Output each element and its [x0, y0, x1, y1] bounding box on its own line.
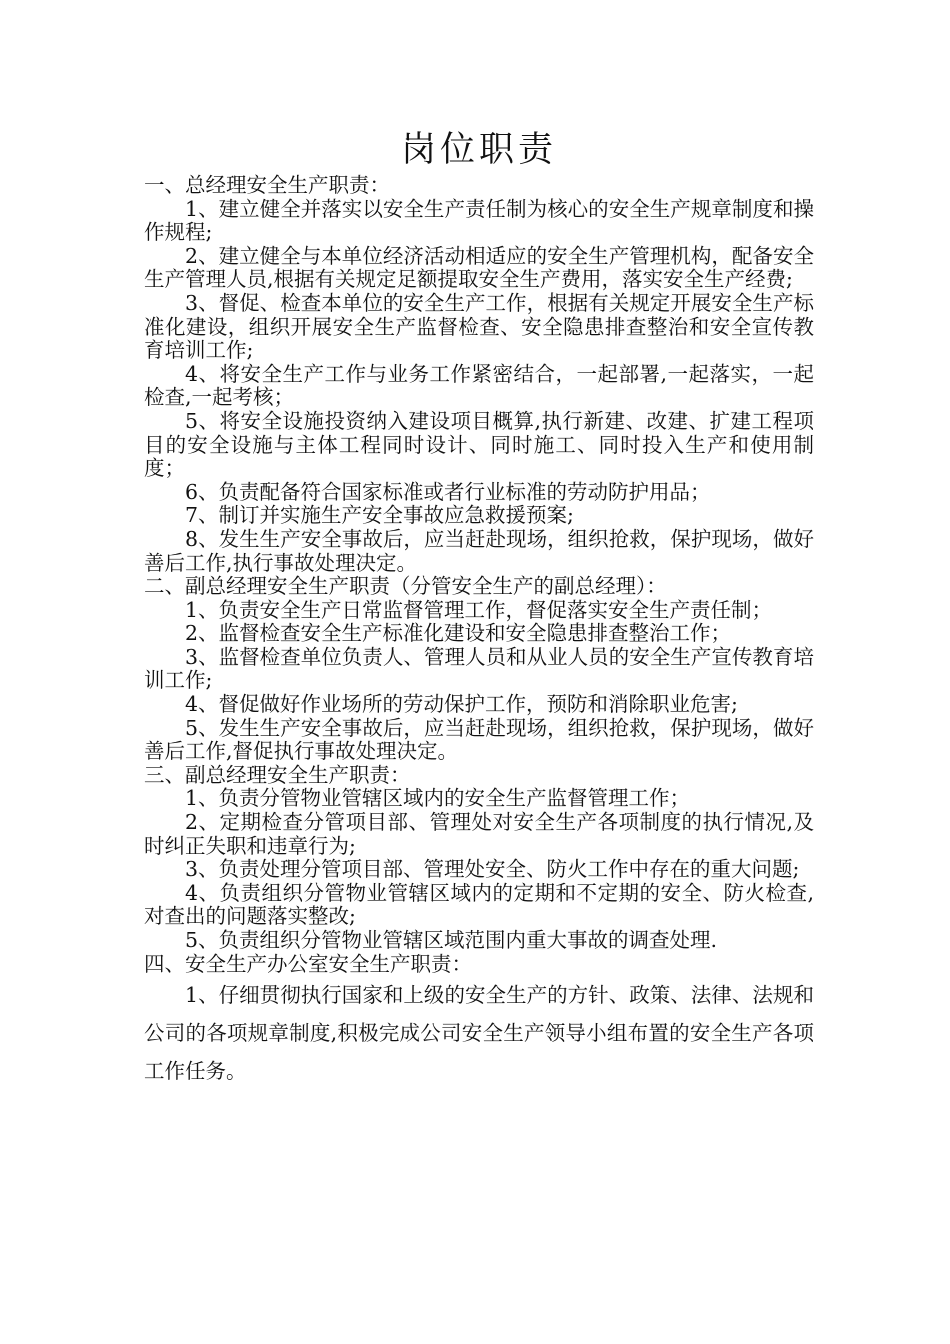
- section-1-item-5: 5、将安全设施投资纳入建设项目概算,执行新建、改建、扩建工程项目的安全设施与主体工程同时设计、同时施工、同时投入生产和使用制度；: [144, 408, 814, 481]
- section-2-item-3: 3、监督检查单位负责人、管理人员和从业人员的安全生产宣传教育培训工作;: [144, 644, 814, 693]
- section-2-item-2: 2、监督检查安全生产标准化建设和安全隐患排查整治工作；: [185, 621, 732, 646]
- section-1-item-4: 4、将安全生产工作与业务工作紧密结合，一起部署,一起落实，一起检查,一起考核；: [144, 361, 814, 410]
- section-heading-4: 四、安全生产办公室安全生产职责：: [144, 951, 472, 976]
- document-body: [144, 174, 814, 1090]
- section-3-item-3: 3、负责处理分管项目部、管理处安全、防火工作中存在的重大问题;: [185, 857, 800, 882]
- section-1-item-6: 6、负责配备符合国家标准或者行业标准的劳动防护用品；: [185, 479, 711, 504]
- section-1-item-3: 3、督促、检查本单位的安全生产工作，根据有关规定开展安全生产标准化建设，组织开展安全生产监督检查、安全隐患排查整治和安全宣传教育培训工作;: [144, 290, 814, 363]
- section-1-item-1: 1、建立健全并落实以安全生产责任制为核心的安全生产规章制度和操作规程;: [144, 196, 814, 245]
- section-3-item-5: 5、负责组织分管物业管辖区域范围内重大事故的调查处理.: [185, 928, 718, 952]
- section-heading-3: 三、副总经理安全生产职责：: [144, 762, 411, 787]
- section-1-item-7: 7、制订并实施生产安全事故应急救援预案;: [185, 503, 574, 528]
- section-4-item-1: 1、仔细贯彻执行国家和上级的安全生产的方针、政策、法律、法规和公司的各项规章制度,积极完成公司安全生产领导小组布置的安全生产各项工作任务。: [144, 983, 814, 1084]
- section-3-item-2: 2、定期检查分管项目部、管理处对安全生产各项制度的执行情况,及时纠正失职和违章行为;: [144, 810, 814, 858]
- section-2-item-4: 4、督促做好作业场所的劳动保护工作，预防和消除职业危害;: [185, 692, 738, 717]
- section-2-item-5: 5、发生生产安全事故后，应当赶赴现场，组织抢救，保护现场，做好善后工作,督促执行事故处理决定。: [144, 715, 814, 764]
- section-3-item-4: 4、负责组织分管物业管辖区域内的定期和不定期的安全、防火检查,对查出的问题落实整改;: [144, 880, 814, 929]
- document-title: 岗位职责: [400, 130, 557, 170]
- section-3-item-1: 1、负责分管物业管辖区域内的安全生产监督管理工作；: [185, 786, 691, 811]
- section-heading-1: 一、总经理安全生产职责：: [144, 173, 390, 197]
- section-1-item-8: 8、发生生产安全事故后，应当赶赴现场，组织抢救，保护现场，做好善后工作,执行事故处理决定。: [144, 526, 814, 575]
- section-heading-2: 二、副总经理安全生产职责（分管安全生产的副总经理）：: [144, 574, 667, 599]
- section-2-item-1: 1、负责安全生产日常监督管理工作，督促落实安全生产责任制；: [185, 597, 773, 622]
- section-1-item-2: 2、建立健全与本单位经济活动相适应的安全生产管理机构，配备安全生产管理人员,根据有关规定足额提取安全生产费用，落实安全生产经费;: [144, 243, 814, 292]
